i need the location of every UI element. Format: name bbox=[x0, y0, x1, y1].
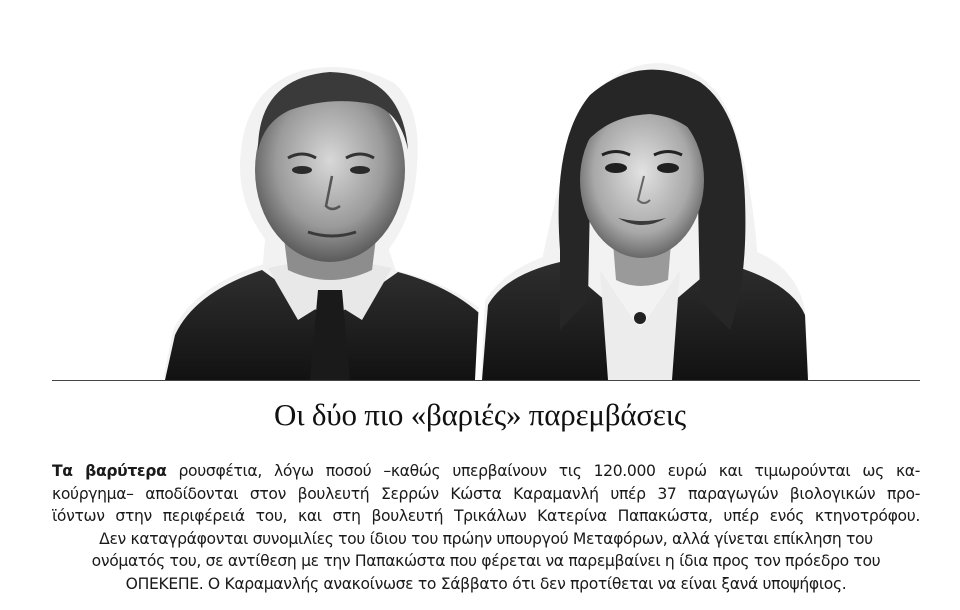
headline: Οι δύο πιο «βαριές» παρεμβάσεις bbox=[274, 397, 686, 432]
article-lead: Τα βαρύτερα bbox=[52, 462, 167, 480]
portrait-left bbox=[160, 64, 512, 380]
article-line: ονόματός του, σε αντίθεση με την Παπακώστα που φέρεται να παρεμβαίνει η ίδια προς τον πρόεδρο του bbox=[91, 552, 881, 571]
article-line: ϊόντων στην περιφέρειά του, και στη βουλευτή Τρικάλων Κατερίνα Παπακώστα, υπέρ ενός κτηνοτρόφου. bbox=[52, 507, 920, 526]
article-body bbox=[52, 460, 920, 596]
article-line: Τα βαρύτερα ρουσφέτια, λόγω ποσού –καθώς υπερβαίνουν τις 120.000 ευρώ και τιμωρούνται ως κα- bbox=[52, 462, 920, 480]
divider-rule bbox=[52, 380, 920, 381]
portrait-right bbox=[478, 60, 812, 380]
article-line: κούργημα– αποδίδονται στον βουλευτή Σερρών Κώστα Καραμανλή υπέρ 37 παραγωγών βιολογικών προ- bbox=[52, 484, 920, 503]
article-line: ΟΠΕΚΕΠΕ. Ο Καραμανλής ανακοίνωσε το Σάββατο ότι δεν προτίθεται να είναι ξανά υποψήφιος. bbox=[125, 574, 847, 593]
article-line: Δεν καταγράφονται συνομιλίες του ίδιου του πρώην υπουργού Μεταφόρων, αλλά γίνεται επίκληση του bbox=[99, 529, 873, 548]
